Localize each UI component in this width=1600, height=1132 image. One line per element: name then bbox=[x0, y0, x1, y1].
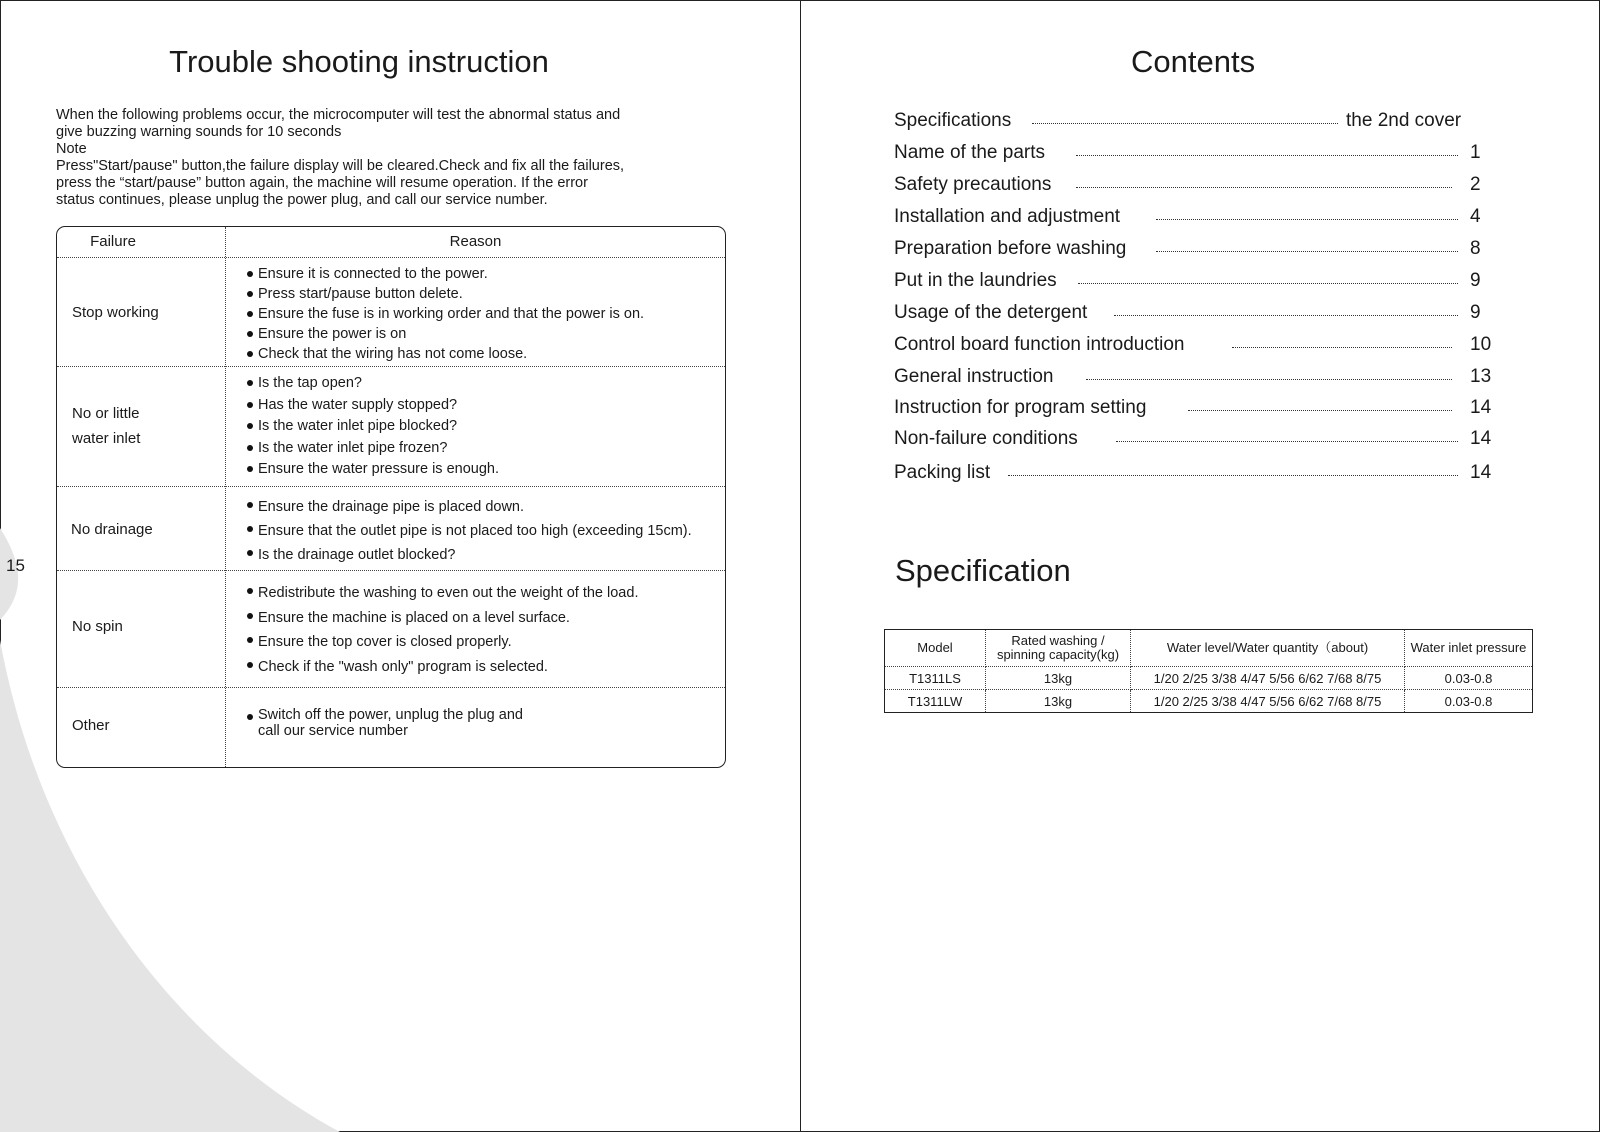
toc-item bbox=[894, 366, 1498, 392]
failure-label: Stop working bbox=[72, 304, 159, 321]
toc-page: 13 bbox=[1470, 366, 1492, 387]
toc-page: the 2nd cover bbox=[1346, 110, 1462, 131]
spec-header-capacity: Rated washing / spinning capacity(kg) bbox=[986, 630, 1131, 667]
failure-label: Other bbox=[72, 717, 110, 734]
troubleshooting-intro bbox=[56, 107, 686, 209]
specification-table bbox=[884, 629, 1533, 713]
header-reason: Reason bbox=[449, 233, 502, 250]
intro-line: When the following problems occur, the microcomputer will test the abnormal status and bbox=[56, 107, 621, 123]
toc-leader bbox=[1032, 123, 1338, 124]
spec-pressure: 0.03-0.8 bbox=[1405, 690, 1533, 713]
toc-leader bbox=[1076, 187, 1452, 188]
spec-capacity: 13kg bbox=[986, 690, 1131, 713]
reason-item: Switch off the power, unplug the plug and call our service number bbox=[247, 707, 547, 739]
reason-item: Check if the "wash only" program is selected. bbox=[247, 655, 721, 680]
table-row bbox=[57, 366, 725, 487]
toc-label: Usage of the detergent bbox=[894, 302, 1088, 323]
toc-leader bbox=[1086, 379, 1452, 380]
toc-item bbox=[894, 238, 1498, 264]
spec-header-pressure: Water inlet pressure bbox=[1405, 630, 1533, 667]
toc-item bbox=[894, 110, 1498, 136]
toc-item bbox=[894, 428, 1498, 454]
toc-page: 14 bbox=[1470, 428, 1492, 449]
spec-model: T1311LW bbox=[885, 690, 986, 713]
toc-item bbox=[894, 397, 1498, 423]
spec-header-row bbox=[885, 630, 1533, 667]
toc-leader bbox=[1008, 475, 1458, 476]
reason-list bbox=[247, 495, 721, 567]
reason-item: Check that the wiring has not come loose. bbox=[247, 344, 721, 364]
reason-item: Ensure it is connected to the power. bbox=[247, 264, 721, 284]
troubleshooting-table bbox=[56, 226, 726, 768]
spec-capacity: 13kg bbox=[986, 667, 1131, 690]
contents-title: Contents bbox=[1131, 44, 1256, 79]
toc-leader bbox=[1078, 283, 1458, 284]
reason-item: Press start/pause button delete. bbox=[247, 284, 721, 304]
table-row bbox=[57, 570, 725, 688]
table-row bbox=[57, 687, 725, 768]
toc-item bbox=[894, 142, 1498, 168]
toc-label: Control board function introduction bbox=[894, 334, 1185, 355]
page-number: 15 bbox=[6, 556, 25, 575]
reason-item: Is the tap open? bbox=[247, 373, 721, 395]
toc-label: Specifications bbox=[894, 110, 1012, 131]
failure-label: No drainage bbox=[71, 521, 153, 538]
table-row bbox=[57, 486, 725, 571]
toc-label: Installation and adjustment bbox=[894, 206, 1121, 227]
toc-item bbox=[894, 302, 1498, 328]
toc-leader bbox=[1156, 219, 1458, 220]
reason-item: Is the water inlet pipe blocked? bbox=[247, 416, 721, 438]
toc-item bbox=[894, 462, 1498, 488]
reason-item: Ensure the drainage pipe is placed down. bbox=[247, 495, 721, 519]
reason-list bbox=[247, 373, 721, 481]
failure-label: No spin bbox=[72, 618, 123, 635]
toc-leader bbox=[1232, 347, 1452, 348]
toc-item bbox=[894, 334, 1498, 360]
intro-line: status continues, please unplug the power plug, and call our service number. bbox=[56, 192, 548, 208]
spec-header-model: Model bbox=[885, 630, 986, 667]
toc-page: 9 bbox=[1470, 302, 1481, 323]
toc-page: 10 bbox=[1470, 334, 1492, 355]
toc-page: 14 bbox=[1470, 462, 1492, 483]
toc-leader bbox=[1116, 441, 1458, 442]
spec-water-level: 1/20 2/25 3/38 4/47 5/56 6/62 7/68 8/75 bbox=[1131, 667, 1405, 690]
toc-leader bbox=[1114, 315, 1458, 316]
toc-page: 9 bbox=[1470, 270, 1481, 291]
specification-title: Specification bbox=[895, 553, 1071, 588]
reason-item: Ensure the machine is placed on a level surface. bbox=[247, 606, 721, 631]
reason-list bbox=[247, 707, 547, 739]
reason-item: Is the drainage outlet blocked? bbox=[247, 543, 721, 567]
intro-line: press the “start/pause” button again, the machine will resume operation. If the error bbox=[56, 175, 588, 191]
toc-leader bbox=[1188, 410, 1452, 411]
reason-item: Ensure the power is on bbox=[247, 324, 721, 344]
intro-line: Press"Start/pause" button,the failure display will be cleared.Check and fix all the failures, bbox=[56, 158, 625, 174]
intro-line: give buzzing warning sounds for 10 seconds bbox=[56, 124, 342, 140]
table-row bbox=[885, 690, 1533, 713]
toc-page: 14 bbox=[1470, 397, 1492, 418]
toc-page: 2 bbox=[1470, 174, 1481, 195]
toc-leader bbox=[1076, 155, 1458, 156]
spec-water-level: 1/20 2/25 3/38 4/47 5/56 6/62 7/68 8/75 bbox=[1131, 690, 1405, 713]
toc-item bbox=[894, 174, 1498, 200]
toc-label: Name of the parts bbox=[894, 142, 1046, 163]
reason-item: Ensure the water pressure is enough. bbox=[247, 459, 721, 481]
toc-page: 8 bbox=[1470, 238, 1481, 259]
toc-leader bbox=[1156, 251, 1458, 252]
spec-header-water-level: Water level/Water quantity（about) bbox=[1131, 630, 1405, 667]
toc-label: Safety precautions bbox=[894, 174, 1052, 195]
toc-label: Packing list bbox=[894, 462, 991, 483]
toc-page: 1 bbox=[1470, 142, 1481, 163]
toc-label: Preparation before washing bbox=[894, 238, 1127, 259]
reason-item: Ensure that the outlet pipe is not placed too high (exceeding 15cm). bbox=[247, 519, 721, 543]
reason-item: Has the water supply stopped? bbox=[247, 395, 721, 417]
reason-list bbox=[247, 581, 721, 679]
reason-item: Redistribute the washing to even out the weight of the load. bbox=[247, 581, 721, 606]
toc-label: General instruction bbox=[894, 366, 1054, 387]
toc-label: Put in the laundries bbox=[894, 270, 1057, 291]
spec-pressure: 0.03-0.8 bbox=[1405, 667, 1533, 690]
table-row bbox=[57, 257, 725, 367]
reason-list bbox=[247, 264, 721, 364]
reason-item: Is the water inlet pipe frozen? bbox=[247, 438, 721, 460]
failure-label: No or little water inlet bbox=[72, 405, 141, 447]
header-failure: Failure bbox=[90, 233, 136, 250]
toc-label: Instruction for program setting bbox=[894, 397, 1147, 418]
toc-page: 4 bbox=[1470, 206, 1481, 227]
reason-item: Ensure the top cover is closed properly. bbox=[247, 630, 721, 655]
page-spine bbox=[800, 0, 801, 1132]
reason-item: Ensure the fuse is in working order and that the power is on. bbox=[247, 304, 721, 324]
spec-model: T1311LS bbox=[885, 667, 986, 690]
toc-item bbox=[894, 206, 1498, 232]
table-row bbox=[885, 667, 1533, 690]
troubleshooting-title: Trouble shooting instruction bbox=[169, 44, 549, 79]
intro-line: Note bbox=[56, 141, 87, 157]
toc-label: Non-failure conditions bbox=[894, 428, 1078, 449]
toc-item bbox=[894, 270, 1498, 296]
